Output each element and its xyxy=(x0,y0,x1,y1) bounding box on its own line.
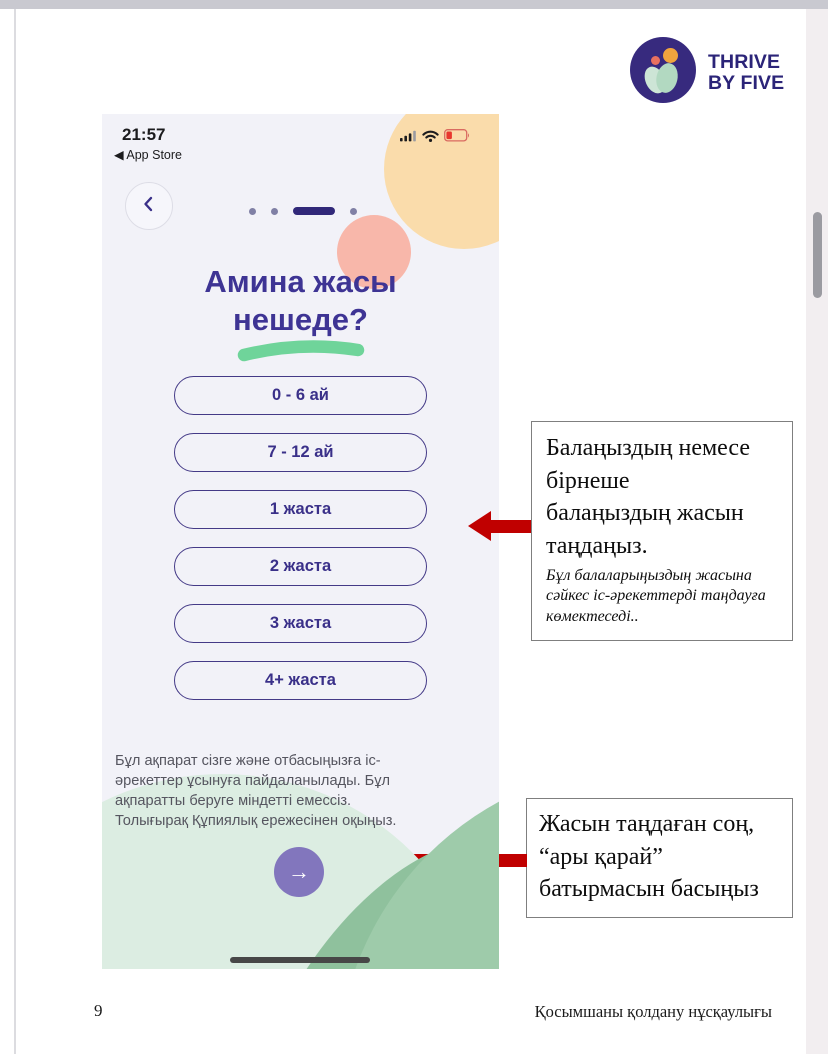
annotation-box-press-next xyxy=(526,798,793,918)
privacy-note: Бұл ақпарат сізге және отбасыңызға іс- әрекеттер ұсынуға пайдаланылады. Бұл ақпаратты беруге міндетті емессіз. Толығырақ Құпиялық ережесінен оқыңыз. xyxy=(115,753,397,829)
arrow-head-icon xyxy=(468,511,491,541)
wifi-icon xyxy=(422,129,439,147)
annotation-arrow-1 xyxy=(468,511,531,541)
logo-plant-icon xyxy=(628,35,698,110)
status-icons xyxy=(400,129,471,147)
age-option-button[interactable]: 3 жаста xyxy=(174,604,427,643)
back-button[interactable] xyxy=(125,182,173,230)
next-button[interactable] xyxy=(274,847,324,897)
age-options-list xyxy=(174,376,427,700)
logo-line1: THRIVE xyxy=(708,50,781,73)
scrollbar-track[interactable] xyxy=(806,9,828,1054)
battery-low-icon xyxy=(444,129,471,147)
green-underline-decoration xyxy=(235,338,367,367)
footer-title: Қосымшаны қолдану нұсқаулығы xyxy=(534,1002,772,1021)
age-option-button[interactable]: 7 - 12 ай xyxy=(174,433,427,472)
age-option-button[interactable]: 2 жаста xyxy=(174,547,427,586)
scrollbar-thumb[interactable] xyxy=(813,212,822,298)
arrow-right-icon: → xyxy=(288,859,310,884)
annotation-note: Бұл балаларыңыздың жасына сәйкес іс-әрекеттерді таңдауға көмектеседі.. xyxy=(546,566,766,626)
document-page xyxy=(14,9,806,1054)
chevron-left-icon xyxy=(140,195,158,218)
thrive-by-five-logo xyxy=(628,35,784,110)
page-indicator xyxy=(249,203,357,219)
logo-wordmark xyxy=(708,52,784,94)
arrow-shaft xyxy=(491,520,531,533)
age-option-button[interactable]: 4+ жаста xyxy=(174,661,427,700)
page-number: 9 xyxy=(94,1001,103,1020)
cellular-signal-icon xyxy=(400,129,417,147)
status-time: 21:57 xyxy=(122,125,166,144)
back-to-appstore-label[interactable]: ◀ App Store xyxy=(114,148,182,162)
annotation-box-select-age xyxy=(531,421,793,641)
screen-title: Амина жасы нешеде? xyxy=(204,264,397,337)
annotation-title: Жасын таңдаған соң, “ары қарай” батырмасын басыңыз xyxy=(539,811,759,903)
annotation-title: Балаңыздың немесе бірнеше балаңыздың жасын таңдаңыз. xyxy=(546,435,750,559)
viewer-top-bar xyxy=(0,0,828,9)
page-indicator-dot xyxy=(249,208,256,215)
logo-line2: BY FIVE xyxy=(708,71,785,94)
age-option-button[interactable]: 0 - 6 ай xyxy=(174,376,427,415)
age-option-button[interactable]: 1 жаста xyxy=(174,490,427,529)
app-screenshot xyxy=(102,114,499,969)
page-indicator-dot xyxy=(271,208,278,215)
page-indicator-dot xyxy=(350,208,357,215)
home-indicator xyxy=(230,957,370,963)
page-indicator-dot xyxy=(293,207,335,215)
